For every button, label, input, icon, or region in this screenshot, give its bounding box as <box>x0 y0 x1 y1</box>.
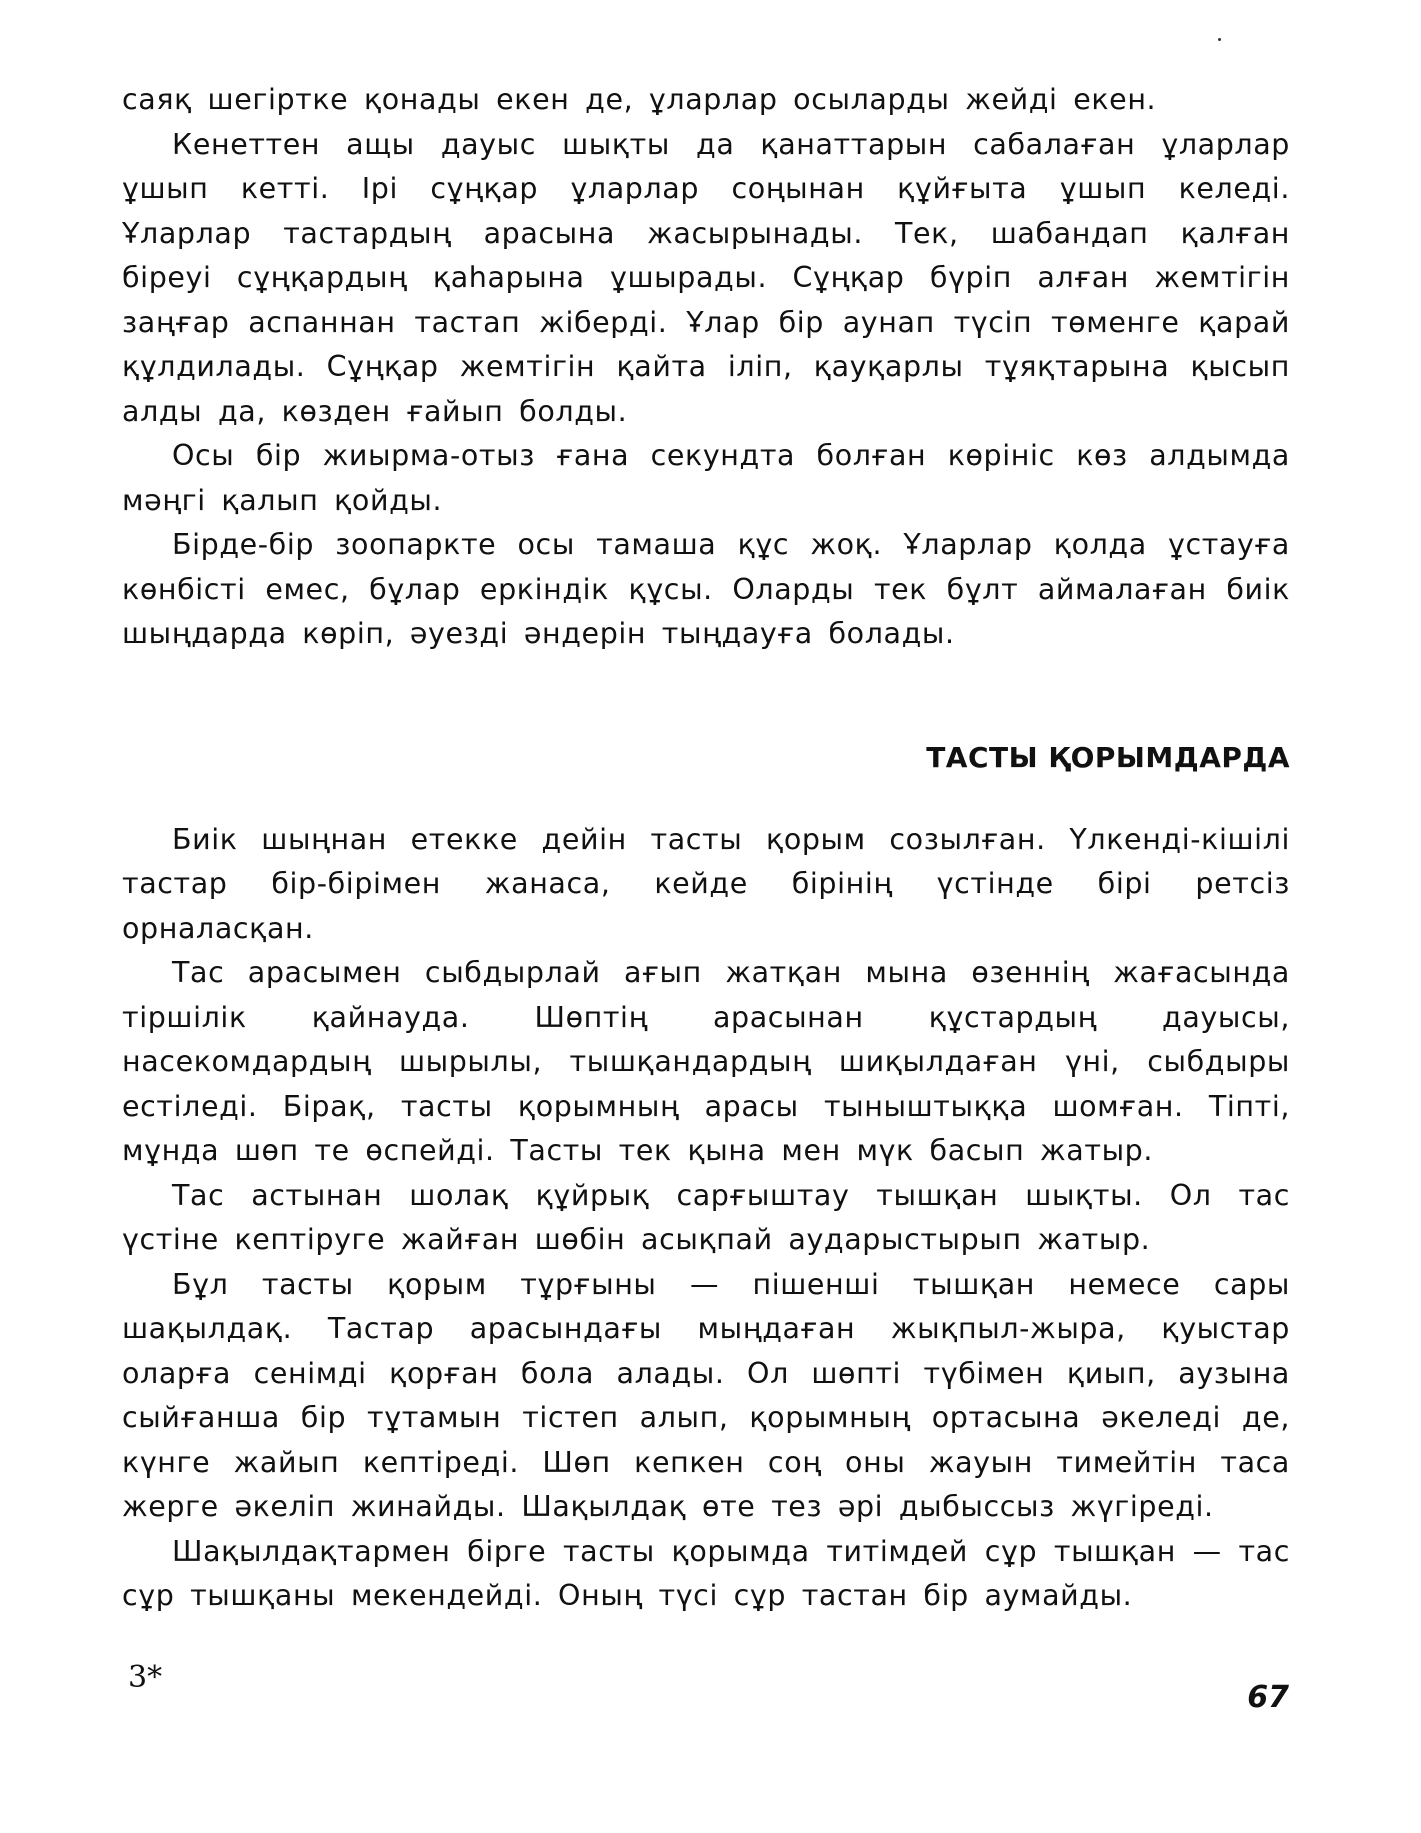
paragraph: Тас астынан шолақ құйрық сарғыштау тышқан шықты. Ол тас үстіне кептіруге жайған шөбін асықпай аударыстырып жатыр. <box>122 1178 1290 1256</box>
paragraph: саяқ шегіртке қонады екен де, ұларлар осыларды жейді екен. <box>122 83 1157 116</box>
text-block-bottom <box>122 818 1290 1619</box>
text-block-top <box>122 78 1290 657</box>
print-speck <box>1218 38 1221 41</box>
section-title: ТАСТЫ ҚОРЫМДАРДА <box>926 740 1290 774</box>
paragraph: Тас арасымен сыбдырлай ағып жатқан мына өзеннің жағасында тіршілік қайнауда. Шөптің арасынан құстардың дауысы, насекомдардың шырылы, тышқандардың шиқылдаған үні, сыбдыры естіледі. Бірақ, тасты қорымның арасы тыныштыққа шомған. Тіпті, мұнда шөп те өспейді. Тасты тек қына мен мүк басып жатыр. <box>122 956 1290 1167</box>
paragraph: Кенеттен ащы дауыс шықты да қанаттарын сабалаған ұларлар ұшып кетті. Ірі сұңқар ұларлар соңынан құйғыта ұшып келеді. Ұларлар тастардың арасына жасырынады. Тек, шабандап қалған біреуі сұңқардың қаһарына ұшырады. Сұңқар бүріп алған жемтігін заңғар аспаннан тастап жіберді. Ұлар бір аунап түсіп төменге қарай құлдилады. Сұңқар жемтігін қайта іліп, қауқарлы тұяқтарына қысып алды да, көзден ғайып болды. <box>122 127 1290 428</box>
signature-mark: 3* <box>128 1660 163 1695</box>
paragraph: Шақылдақтармен бірге тасты қорымда титімдей сұр тышқан — тас сұр тышқаны мекендейді. Оның түсі сұр тастан бір аумайды. <box>122 1534 1290 1612</box>
paragraph: Осы бір жиырма-отыз ғана секундта болған көрініс көз алдымда мәңгі қалып қойды. <box>122 439 1290 517</box>
paragraph: Бірде-бір зоопаркте осы тамаша құс жоқ. Ұларлар қолда ұстауға көнбісті емес, бұлар еркіндік құсы. Оларды тек бұлт аймалаған биік шыңдарда көріп, әуезді әндерін тыңдауға болады. <box>122 528 1290 650</box>
paragraph: Бұл тасты қорым тұрғыны — пішенші тышқан немесе сары шақылдақ. Тастар арасындағы мыңдаған жықпыл-жыра, қуыстар оларға сенімді қорған бола алады. Ол шөпті түбімен қиып, аузына сыйғанша бір тұтамын тістеп алып, қорымның ортасына әкеледі де, күнге жайып кептіреді. Шөп кепкен соң оны жауын тимейтін таса жерге әкеліп жинайды. Шақылдақ өте тез әрі дыбыссыз жүгіреді. <box>122 1267 1290 1523</box>
page-number: 67 <box>1247 1680 1289 1715</box>
page-body <box>122 78 1290 1619</box>
paragraph: Биік шыңнан етекке дейін тасты қорым созылған. Үлкенді-кішілі тастар бір-бірімен жанаса, кейде бірінің үстінде бірі ретсіз орналасқан. <box>122 822 1290 945</box>
